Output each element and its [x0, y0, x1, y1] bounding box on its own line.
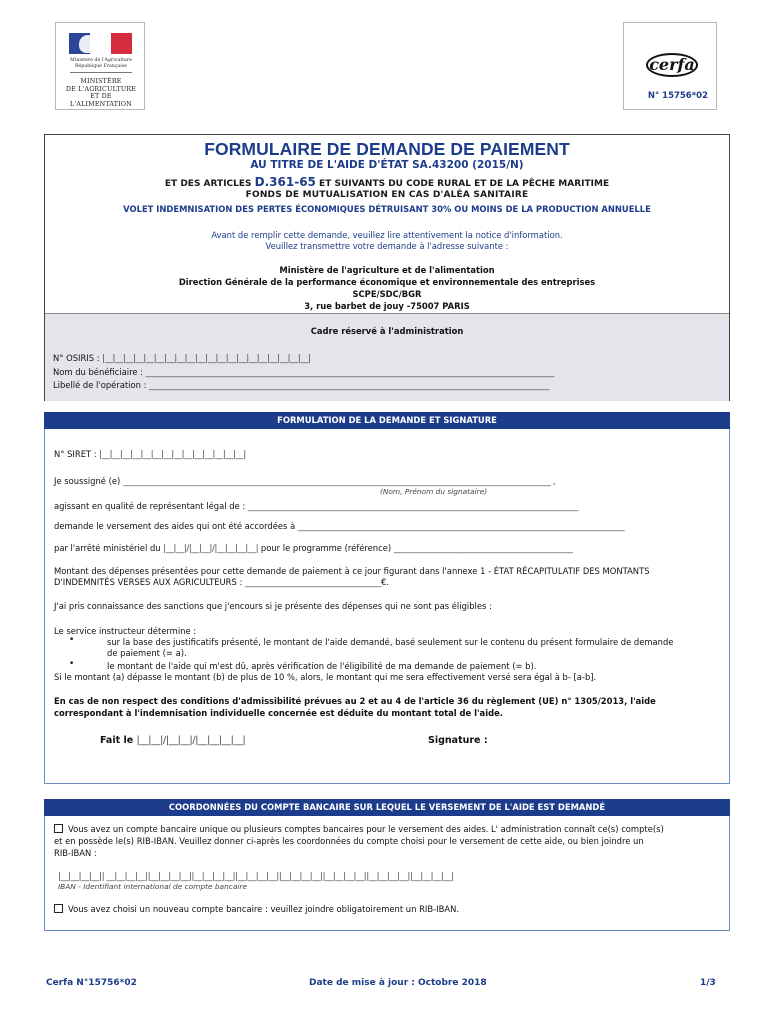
ministry-line: ET DE	[90, 93, 112, 101]
bullet-icon: •	[69, 635, 75, 645]
soussigne-line	[54, 476, 555, 486]
republic-line-1: Ministère de l'Agriculture	[70, 58, 132, 63]
republic-line-2: République Française	[75, 64, 127, 69]
montant-suffix: €.	[381, 577, 390, 587]
address-line: 3, rue barbet de jouy -75007 PARIS	[304, 301, 470, 311]
agissant-label: agissant en qualité de représentant légal de :	[54, 501, 248, 511]
volet-line: VOLET INDEMNISATION DES PERTES ÉCONOMIQUES DÉTRUISANT 30% OU MOINS DE LA PRODUCTION ANNUELLE	[123, 204, 651, 214]
operation-label: Libellé de l'opération :	[53, 380, 150, 390]
siret-label: N° SIRET :	[54, 449, 100, 459]
service-label: Le service instructeur détermine :	[54, 626, 197, 636]
depasse-text: Si le montant (a) dépasse le montant (b) de plus de 10 %, alors, le montant qui me sera effectivement versé sera égal à b- [a-b].	[54, 672, 597, 682]
demande-line	[54, 521, 624, 531]
arrete-line	[54, 543, 573, 553]
soussigne-label: Je soussigné (e)	[54, 476, 123, 486]
articles-prefix: ET DES ARTICLES	[164, 179, 255, 189]
non-respect-line-1: En cas de non respect des conditions d'admissibilité prévues au 2 et au 4 de l'article 36 du règlement (UE) n° 1305/2013, l'aide	[54, 696, 656, 706]
osiris-field[interactable]: |__|__|__|__|__|__|__|__|__|__|__|__|__|__|__|__|__|__|__|__|	[102, 353, 311, 363]
option-2-line	[54, 904, 459, 914]
existing-account-checkbox[interactable]	[54, 824, 63, 833]
sanctions-text: J'ai pris connaissance des sanctions que j'encours si je présente des dépenses qui ne sont pas éligibles :	[54, 601, 492, 611]
bullet-1-line-2: de paiement (= a).	[107, 648, 187, 658]
bullet-1-line-1: sur la base des justificatifs présenté, le montant de l'aide demandé, basé seulement sur le contenu du présent formulaire de demande	[107, 637, 674, 647]
form-title: FORMULAIRE DE DEMANDE DE PAIEMENT	[204, 139, 570, 159]
demande-field[interactable]: ____________________________________________________________________________________	[297, 521, 625, 531]
address-line: SCPE/SDC/BGR	[352, 289, 422, 299]
iban-field[interactable]	[58, 871, 454, 881]
articles-suffix: ET SUIVANTS DU CODE RURAL ET DE LA PÊCHE MARITIME	[315, 179, 610, 189]
notice-line-2: Veuillez transmettre votre demande à l'adresse suivante :	[265, 241, 509, 251]
ministry-line: MINISTÈRE	[80, 78, 122, 85]
arrete-date-field[interactable]: |__|__|/|__|__|/|__|__|__|__|	[163, 543, 259, 553]
operation-field[interactable]: _______________________________________________________________________________________________________	[149, 380, 550, 390]
iban-caption: IBAN - Identifiant international de compte bancaire	[58, 882, 248, 891]
fait-le-date-field[interactable]: |__|__|/|__|__|/|__|__|__|__|	[136, 735, 246, 746]
postal-address	[45, 264, 729, 312]
cerfa-box	[623, 22, 717, 110]
admin-reserved-box	[45, 313, 729, 401]
admin-title: Cadre réservé à l'administration	[310, 326, 464, 336]
title-block	[44, 134, 730, 401]
soussigne-field[interactable]: ______________________________________________________________________________________________________________ ,	[122, 476, 556, 486]
montant-line-1: Montant des dépenses présentées pour cette demande de paiement à ce jour figurant dans l'annexe 1 - ÉTAT RÉCAPITULATIF DES MONTANTS	[54, 566, 650, 576]
signature-label: Signature :	[428, 735, 488, 746]
footer-cerfa: Cerfa N°15756*02	[46, 978, 137, 988]
form-subtitle: AU TITRE DE L'AIDE D'ÉTAT SA.43200 (2015/N)	[250, 159, 524, 171]
option-1-line-2: et en possède le(s) RIB-IBAN. Veuillez donner ci-après les coordonnées du compte choisi pour le versement de cette aide, ou bien joindre un	[54, 836, 644, 846]
agissant-field[interactable]: _____________________________________________________________________________________	[247, 501, 579, 511]
marianne-profile-icon	[79, 35, 97, 53]
osiris-line	[53, 353, 311, 363]
agissant-line	[54, 501, 578, 511]
fonds-line: FONDS DE MUTUALISATION EN CAS D'ALÉA SANITAIRE	[245, 190, 529, 200]
soussigne-caption: (Nom, Prénom du signataire)	[380, 487, 488, 496]
programme-field[interactable]: ______________________________________________	[393, 543, 573, 553]
section-header: COORDONNÉES DU COMPTE BANCAIRE SUR LEQUEL LE VERSEMENT DE L'AIDE EST DEMANDÉ	[44, 799, 730, 816]
footer-date: Date de mise à jour : Octobre 2018	[309, 978, 487, 988]
cerfa-logo: cerfa	[646, 53, 698, 77]
cerfa-number: N° 15756*02	[647, 91, 708, 101]
beneficiary-line	[53, 367, 554, 377]
address-line: Ministère de l'agriculture et de l'alimentation	[279, 265, 495, 275]
siret-field[interactable]: |__|__|__|__|__|__|__|__|__|__|__|__|__|__|	[99, 449, 246, 459]
ministry-line: DE L'AGRICULTURE	[65, 85, 137, 93]
footer-page: 1/3	[700, 978, 716, 988]
bullet-2: le montant de l'aide qui m'est dû, après vérification de l'éligibilité de ma demande de paiement (= b).	[107, 661, 537, 671]
new-account-checkbox[interactable]	[54, 904, 63, 913]
logo-divider	[70, 72, 132, 73]
montant-line-2	[54, 577, 389, 587]
demande-label: demande le versement des aides qui ont été accordées à	[54, 521, 298, 531]
iban-boxes[interactable]: |__|__|__|__|| __|__|__|__||__|__|__|__||__|__|__|__||__|__|__|__||__|__|__|__||__|__|__|__||__|__|__|__||__|__|__|__|	[58, 871, 454, 881]
ministry-logo	[55, 22, 145, 110]
siret-line	[54, 449, 246, 459]
ministry-name	[64, 78, 138, 108]
option-2-text: Vous avez choisi un nouveau compte bancaire : veuillez joindre obligatoirement un RIB-IBAN.	[68, 904, 460, 914]
option-1-text-1: Vous avez un compte bancaire unique ou plusieurs comptes bancaires pour le versement des aides. L' administration connaît ce(s) compte(s)	[68, 824, 664, 834]
ministry-line: L'ALIMENTATION	[70, 100, 132, 108]
operation-line	[53, 380, 549, 390]
montant-field[interactable]: ___________________________________	[244, 577, 382, 587]
notice-text	[45, 230, 729, 252]
programme-label: pour le programme (référence)	[258, 543, 394, 553]
beneficiary-label: Nom du bénéficiaire :	[53, 367, 146, 377]
request-signature-section	[44, 412, 730, 784]
fait-le-line	[100, 735, 245, 746]
arrete-label: par l'arrêté ministériel du	[54, 543, 164, 553]
articles-code: D.361-65	[254, 175, 316, 189]
non-respect-line-2: correspondant à l'indemnisation individuelle concernée est déduite du montant total de l'aide.	[54, 708, 503, 718]
option-1-line-3: RIB-IBAN :	[54, 848, 97, 858]
osiris-label: N° OSIRIS :	[53, 353, 103, 363]
section-header: FORMULATION DE LA DEMANDE ET SIGNATURE	[44, 412, 730, 429]
bullet-icon: •	[69, 659, 75, 669]
notice-line-1: Avant de remplir cette demande, veuillez lire attentivement la notice d'information.	[211, 230, 563, 240]
option-1-line-1	[54, 824, 664, 834]
articles-line	[45, 175, 729, 189]
fait-le-label: Fait le	[100, 735, 137, 746]
bank-account-section	[44, 799, 730, 931]
beneficiary-field[interactable]: _________________________________________________________________________________________________________	[145, 367, 554, 377]
montant-label: D'INDEMNITÉS VERSES AUX AGRICULTEURS :	[54, 577, 245, 587]
address-line: Direction Générale de la performance économique et environnementale des entreprises	[178, 277, 596, 287]
